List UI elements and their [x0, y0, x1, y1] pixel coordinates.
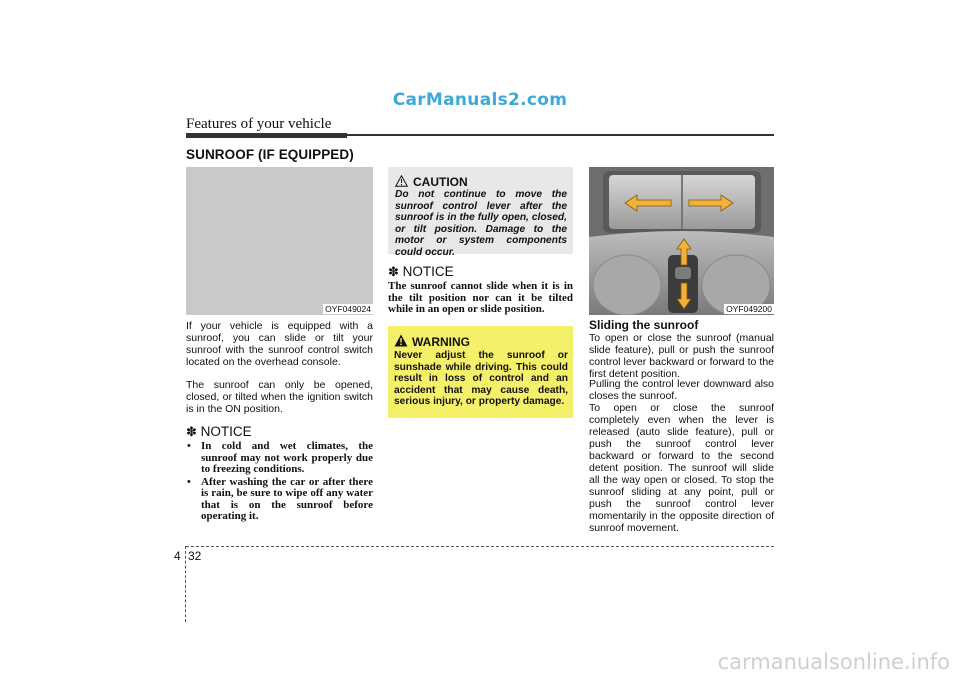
sunroof-illustration — [589, 167, 774, 315]
intro-paragraph: If your vehicle is equipped with a sunroof, you can slide or tilt your sunroof with the sunroof control switch located on the overhead console. — [186, 320, 373, 368]
notice-heading-label: NOTICE — [200, 424, 252, 439]
list-item — [186, 441, 373, 476]
notice-heading-label: NOTICE — [402, 264, 454, 279]
image-caption: OYF049200 — [726, 304, 772, 314]
page-footer-vertical-rule — [185, 546, 186, 622]
bullet-icon: • — [187, 475, 191, 488]
chapter-number: 4 — [174, 549, 181, 563]
auto-slide-paragraph: To open or close the sunroof completely even when the lever is released (auto slide feature), pull or push the sunroof control lever backward or forward to the second detent position. The sunroof will slide all the way open or closed. To stop the sunroof sliding at any point, pull or push the sunroof control lever momentarily in the opposite direction of sunroof movement. — [589, 402, 774, 534]
bullet-icon: • — [187, 440, 191, 452]
page-footer-rule — [186, 546, 774, 547]
watermark-top: CarManuals2.com — [392, 90, 568, 110]
caution-title: CAUTION — [413, 175, 468, 189]
header-rule — [347, 134, 774, 136]
notice-text: The sunroof cannot slide when it is in the tilt position nor can it be tilted while in an open or slide position. — [388, 280, 573, 315]
caution-box — [388, 167, 573, 258]
bullet-text: After washing the car or after there is rain, be sure to wipe off any water that is on the sunroof before operating it. — [201, 475, 373, 522]
page-header-title: Features of your vehicle — [186, 116, 332, 132]
notice-heading — [186, 424, 252, 440]
pull-down-paragraph: Pulling the control lever downward also closes the sunroof. — [589, 378, 774, 402]
notice-icon: ✽ — [388, 265, 399, 280]
manual-slide-paragraph: To open or close the sunroof (manual slide feature), pull or push the sunroof control lever backward or forward to the first detent position. — [589, 332, 774, 380]
image-caption: OYF049024 — [325, 304, 371, 314]
caution-text: Do not continue to move the sunroof control lever after the sunroof is in the fully open, closed, or tilt position. Damage to the motor or system components could occur. — [395, 189, 567, 258]
watermark-bottom: carmanualsonline.info — [717, 650, 950, 674]
notice-icon: ✽ — [186, 425, 197, 440]
caution-triangle-icon — [395, 175, 408, 187]
notice-heading — [388, 264, 454, 280]
warning-triangle-icon — [394, 334, 408, 347]
sliding-sunroof-heading: Sliding the sunroof — [589, 318, 699, 332]
overhead-console-photo — [186, 167, 373, 315]
warning-title: WARNING — [412, 335, 470, 349]
sunroof-control-photo — [589, 167, 774, 315]
header-bar — [186, 133, 347, 138]
list-item — [186, 477, 373, 523]
bullet-text: In cold and wet climates, the sunroof may not work properly due to freezing conditions. — [201, 440, 373, 475]
notice-bullets — [186, 441, 373, 524]
warning-text: Never adjust the sunroof or sunshade while driving. This could result in loss of control and an accident that may cause death, serious injury, or property damage. — [394, 350, 568, 407]
page-number: 32 — [188, 549, 202, 563]
section-title: SUNROOF (IF EQUIPPED) — [186, 147, 354, 162]
ignition-paragraph: The sunroof can only be opened, closed, or tilted when the ignition switch is in the ON position. — [186, 379, 373, 415]
warning-box — [388, 326, 573, 418]
